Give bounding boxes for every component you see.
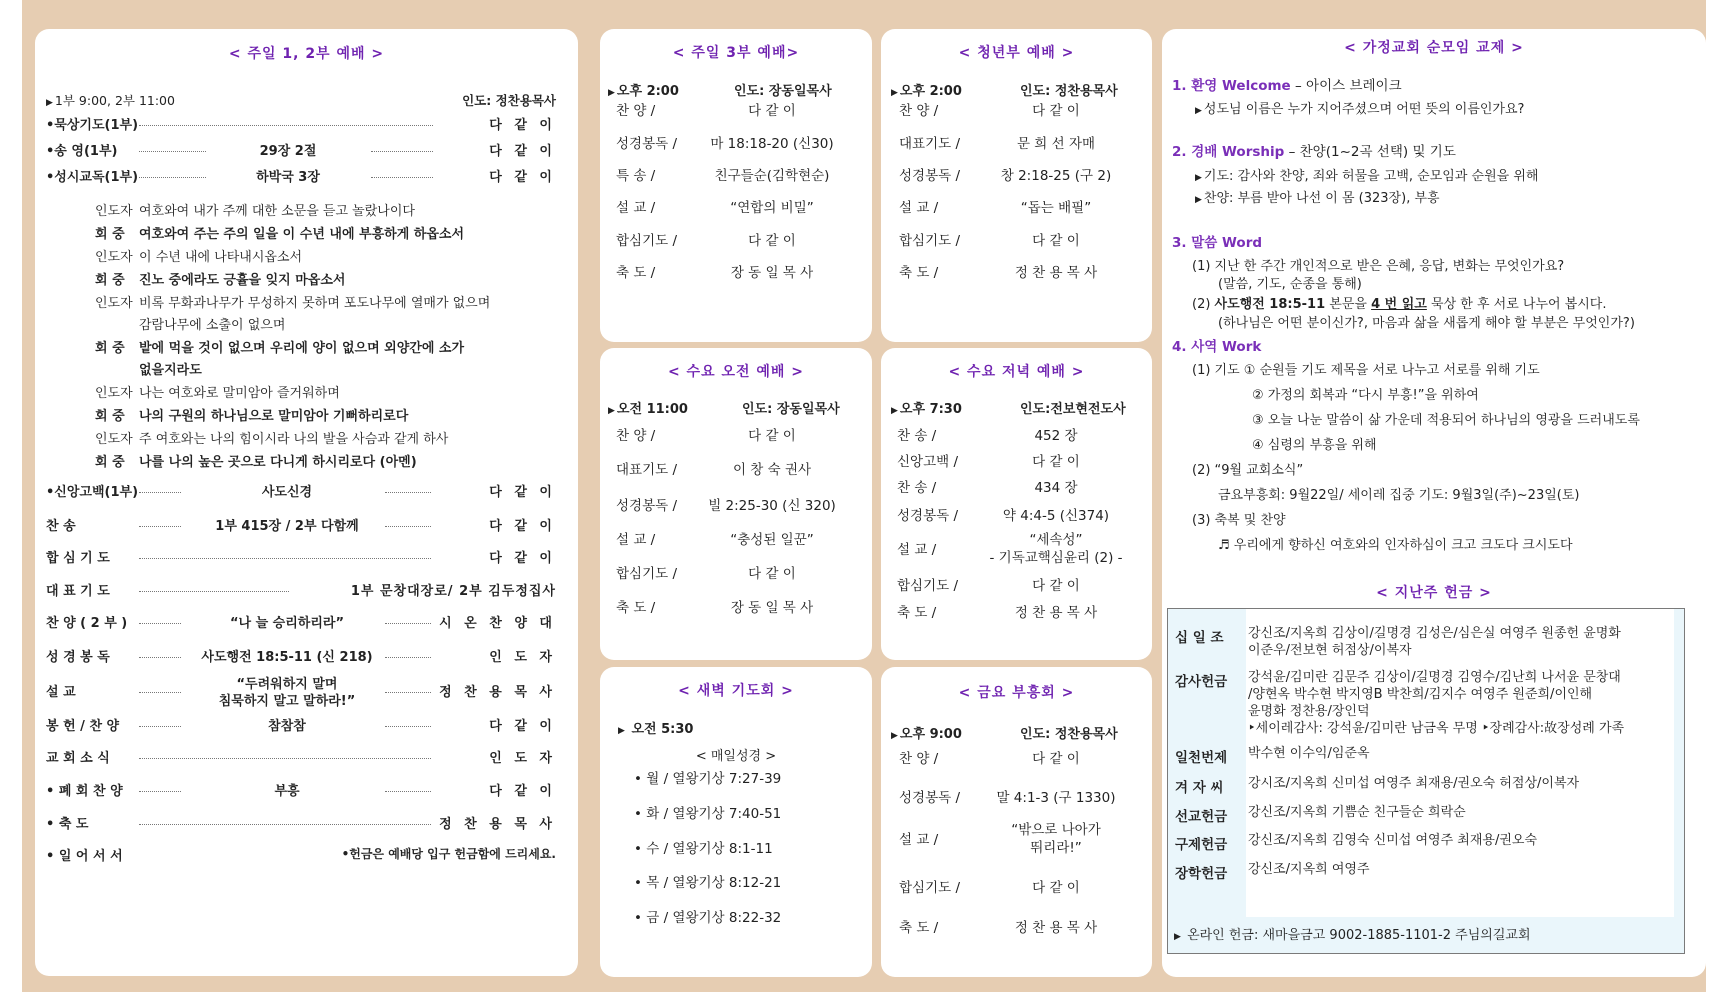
row-value: “밖으로 나아가	[1011, 822, 1101, 838]
section-word: 3. 말씀 Word	[1172, 235, 1263, 251]
dot-leader	[139, 657, 181, 658]
order-right: 정 찬 용 목 사	[439, 817, 556, 832]
row-label: 성경봉독 /	[899, 790, 961, 806]
row-value: 말 4:1-3 (구 1330)	[996, 790, 1116, 806]
row-label: 합심기도 /	[899, 880, 961, 896]
offering-label: 일천번제	[1175, 750, 1228, 766]
word-q2-note: (하나님은 어떤 분이신가?, 마음과 삶을 새롭게 해야 할 부분은 무엇인가?)	[1218, 316, 1635, 331]
order-right: 다 같 이	[489, 519, 556, 534]
dot-leader	[385, 526, 431, 527]
dot-leader	[139, 623, 181, 624]
panel-title: < 청년부 예배 >	[958, 45, 1075, 61]
row-label: 대표기도 /	[899, 136, 961, 152]
row-value: 장 동 일 목 사	[730, 600, 814, 616]
row-value: 434 장	[1034, 480, 1078, 496]
row-label: 찬 송 /	[897, 480, 937, 496]
worship-prayer: ▶ 기도: 감사와 찬양, 죄와 허물을 고백, 순모임과 순원을 위해	[1195, 169, 1539, 184]
order-label: 성 경 봉 독	[46, 650, 110, 665]
blessing-song: ♬ 우리에게 향하신 여호와의 인자하심이 크고 크도다 크시도다	[1218, 538, 1573, 553]
daily-reading-item: • 목 / 열왕기상 8:12-21	[634, 875, 782, 891]
dot-leader	[139, 758, 431, 759]
panel-sunday3	[600, 29, 872, 342]
reading-text: 비록 무화과나무가 무성하지 못하며 포도나무에 열매가 없으며	[139, 296, 491, 311]
row-label: 대표기도 /	[616, 462, 678, 478]
row-value: 정 찬 용 목 사	[1014, 265, 1098, 281]
row-label: 성경봉독 /	[899, 168, 961, 184]
work-prayer-4: ④ 심령의 부흥을 위해	[1252, 438, 1377, 453]
panel-wed-morning	[600, 348, 872, 660]
offering-names	[1248, 861, 1678, 878]
order-right: 시 온 찬 양 대	[439, 616, 556, 631]
order-right: 정 찬 용 목 사	[439, 685, 556, 700]
panel-title: < 금요 부흥회 >	[958, 685, 1075, 701]
offering-names	[1248, 669, 1678, 737]
row-label: 신앙고백 /	[897, 454, 959, 470]
dot-leader	[139, 177, 206, 178]
service-leader: 인도: 정찬용목사	[1020, 84, 1118, 99]
daily-reading-item: • 화 / 열왕기상 7:40-51	[634, 806, 782, 822]
row-value: 다 같 이	[1032, 751, 1080, 767]
panel-title: < 수요 오전 예배 >	[667, 364, 805, 380]
service-leader: 인도:전보현전도사	[1020, 402, 1126, 417]
order-right: 다 같 이	[489, 144, 556, 159]
row-label: 특 송 /	[616, 168, 656, 184]
service-time: ▶ 오후 9:00	[891, 727, 962, 742]
order-label: 찬 송	[46, 519, 76, 534]
row-value: 다 같 이	[1032, 103, 1080, 119]
church-news-heading: (2) “9월 교회소식”	[1192, 463, 1304, 478]
order-right: •헌금은 예배당 입구 헌금함에 드리세요.	[341, 847, 556, 861]
row-value: 장 동 일 목 사	[730, 265, 814, 281]
order-label: •신앙고백(1부)	[46, 485, 139, 500]
offering-label: 십 일 조	[1175, 630, 1224, 646]
row-label: 설 교 /	[899, 200, 939, 216]
panel-sunday-main	[35, 29, 578, 976]
row-label: 설 교 /	[616, 200, 656, 216]
order-label: 교 회 소 식	[46, 751, 110, 766]
order-label: • 축 도	[46, 817, 89, 832]
dot-leader	[139, 526, 181, 527]
row-value: 정 찬 용 목 사	[1014, 920, 1098, 936]
reading-speaker: 인도자	[95, 386, 133, 401]
row-label: 합심기도 /	[899, 233, 961, 249]
order-right: 다 같 이	[489, 118, 556, 133]
offering-label: 감사헌금	[1175, 674, 1228, 690]
section-worship: 2. 경배 Worship – 찬양(1~2곡 선택) 및 기도	[1172, 144, 1456, 160]
row-value-2: 뛰리라!”	[1030, 840, 1082, 856]
order-label: 대 표 기 도	[46, 584, 110, 599]
order-label: • 일 어 서 서	[46, 849, 123, 864]
row-label: 축 도 /	[899, 920, 939, 936]
row-label: 찬 송 /	[897, 428, 937, 444]
offering-names	[1248, 745, 1678, 762]
service-times: ▶ 1부 9:00, 2부 11:00	[46, 93, 175, 108]
offering-names-line: 박수현 이수익/임준옥	[1248, 746, 1370, 761]
order-label: •송 영(1부)	[46, 144, 118, 159]
daily-reading-item: • 월 / 열왕기상 7:27-39	[634, 771, 782, 787]
order-right: 다 같 이	[489, 784, 556, 799]
reading-text: 밭에 먹을 것이 없으며 우리에 양이 없으며 외양간에 소가	[139, 341, 465, 356]
row-value: 이 창 숙 권사	[732, 462, 812, 478]
offering-names-line: 윤명화 정찬용/장인덕	[1248, 704, 1370, 719]
order-center: 1부 415장 / 2부 다함께	[215, 519, 359, 534]
row-label: 성경봉독 /	[616, 498, 678, 514]
panel-friday-revival	[881, 667, 1152, 977]
order-center: 사도신경	[261, 485, 313, 500]
row-label: 찬 양 /	[899, 103, 939, 119]
dot-leader	[385, 692, 431, 693]
reading-speaker: 인도자	[95, 204, 133, 219]
daily-reading-item: • 금 / 열왕기상 8:22-32	[634, 910, 782, 926]
row-label: 설 교 /	[897, 542, 937, 558]
offering-label: 선교헌금	[1175, 809, 1228, 825]
row-value: 정 찬 용 목 사	[1014, 605, 1098, 621]
offering-names-line: 강신조/지옥희 김영숙 신미섭 여영주 최재용/권오숙	[1248, 833, 1538, 848]
row-label: 합심기도 /	[616, 566, 678, 582]
offering-names	[1248, 804, 1678, 821]
row-value: 다 같 이	[1032, 454, 1080, 470]
blessing-heading: (3) 축복 및 찬양	[1192, 513, 1286, 528]
row-label: 찬 양 /	[616, 103, 656, 119]
order-center: 참참참	[268, 719, 306, 734]
order-label: •성시교독(1부)	[46, 170, 139, 185]
reading-text: 진노 중에라도 긍휼을 잊지 마옵소서	[139, 273, 346, 288]
service-time: ▶ 오후 2:00	[608, 84, 679, 99]
order-label: 찬 양 ( 2 부 )	[46, 616, 128, 631]
row-label: 설 교 /	[616, 532, 656, 548]
order-label: 설 교	[46, 685, 76, 700]
row-value: 다 같 이	[748, 428, 796, 444]
dot-leader	[139, 151, 206, 152]
order-label: 합 심 기 도	[46, 551, 110, 566]
row-label: 찬 양 /	[616, 428, 656, 444]
church-news-text: 금요부흥회: 9월22일/ 세이레 집중 기도: 9월3일(주)~23일(토)	[1218, 488, 1580, 503]
row-value: “연합의 비밀”	[730, 200, 814, 216]
dot-leader	[139, 692, 181, 693]
word-q1: (1) 지난 한 주간 개인적으로 받은 은혜, 응답, 변화는 무엇인가요?	[1192, 259, 1565, 274]
dot-leader	[385, 726, 431, 727]
dot-leader	[371, 151, 433, 152]
dot-leader	[385, 791, 431, 792]
offering-names-line: 이준우/전보현 허점상/이복자	[1248, 643, 1412, 658]
reading-text: 주 여호와는 나의 힘이시라 나의 발을 사슴과 같게 하사	[139, 432, 449, 447]
row-value: 빌 2:25-30 (신 320)	[708, 498, 836, 514]
daily-bible-heading: < 매일성경 >	[695, 749, 777, 764]
offering-names-line: /양현옥 박수현 박지영B 박찬희/김지수 여영주 원준희/이인해	[1248, 687, 1593, 702]
offering-names-line: 강신조/지옥희 여영주	[1248, 862, 1370, 877]
offering-label: 장학헌금	[1175, 866, 1228, 882]
panel-wed-evening	[881, 348, 1152, 660]
online-offering: ▶ 온라인 헌금: 새마을금고 9002-1885-1101-2 주님의길교회	[1174, 928, 1531, 943]
section-work: 4. 사역 Work	[1172, 339, 1262, 355]
order-right: 다 같 이	[489, 551, 556, 566]
reading-text: 나는 여호와로 말미암아 즐거워하며	[139, 386, 340, 401]
offering-names-line: 강석윤/김미란 김문주 김상이/길명경 김영수/김난희 나서윤 문창대	[1248, 670, 1621, 685]
row-value: 다 같 이	[1032, 578, 1080, 594]
reading-text: 여호와여 내가 주께 대한 소문을 듣고 놀랐나이다	[139, 204, 415, 219]
order-center: 하박국 3장	[256, 170, 320, 185]
dot-leader	[385, 492, 431, 493]
order-center: 29장 2절	[259, 144, 317, 159]
row-value: “돕는 배필”	[1020, 200, 1092, 216]
reading-text: 이 수년 내에 나타내시옵소서	[139, 250, 303, 265]
dot-leader	[139, 125, 433, 126]
dot-leader	[139, 492, 181, 493]
service-time: ▶ 오후 2:00	[891, 84, 962, 99]
service-leader: 인도: 장동일목사	[742, 402, 840, 417]
row-value: “충성된 일꾼”	[730, 532, 814, 548]
row-value: 다 같 이	[748, 233, 796, 249]
service-time: ▶ 오후 7:30	[891, 402, 962, 417]
order-label: • 폐 회 찬 양	[46, 784, 123, 799]
welcome-question: ▶ 성도님 이름은 누가 지어주셨으며 어떤 뜻의 이름인가요?	[1195, 102, 1525, 117]
reading-speaker: 회 중	[95, 227, 125, 242]
work-prayer-2: ② 가정의 회복과 “다시 부흥!”을 위하여	[1252, 388, 1479, 403]
panel-title: < 수요 저녁 예배 >	[948, 364, 1085, 380]
panel-title: < 가정교회 순모임 교제 >	[1344, 40, 1524, 56]
order-right: 다 같 이	[489, 719, 556, 734]
panel-title: < 주일 1, 2부 예배 >	[228, 46, 385, 62]
row-label: 합심기도 /	[616, 233, 678, 249]
dot-leader	[139, 791, 181, 792]
order-right: 인 도 자	[489, 650, 556, 665]
dot-leader	[139, 591, 289, 592]
word-q2: (2) 사도행전 18:5-11 본문을 4 번 읽고 묵상 한 후 서로 나누어 봅시다.	[1192, 297, 1607, 312]
row-value: 창 2:18-25 (구 2)	[1000, 168, 1112, 184]
row-label: 성경봉독 /	[897, 508, 959, 524]
panel-title: < 주일 3부 예배>	[672, 45, 800, 61]
panel-dawn-prayer	[600, 667, 872, 977]
daily-reading-item: • 수 / 열왕기상 8:1-11	[634, 841, 773, 857]
dot-leader	[139, 824, 431, 825]
work-prayer-3: ③ 오늘 나눈 말씀이 삶 가운데 적용되어 하나님의 영광을 드러내도록	[1252, 413, 1640, 428]
row-label: 찬 양 /	[899, 751, 939, 767]
reading-speaker: 인도자	[95, 432, 133, 447]
row-value: 친구들순(김학현순)	[714, 168, 830, 184]
offering-table	[1167, 608, 1685, 954]
order-right: 인 도 자	[489, 751, 556, 766]
row-label: 축 도 /	[616, 600, 656, 616]
offering-names-line: 강신조/지옥희 김상이/길명경 김성은/심은실 여영주 원종헌 윤명화	[1248, 626, 1621, 641]
offering-names	[1248, 832, 1678, 849]
row-label: 성경봉독 /	[616, 136, 678, 152]
service-leader: 인도: 정찬용목사	[462, 93, 556, 108]
reading-speaker: 인도자	[95, 296, 133, 311]
row-label: 축 도 /	[897, 605, 937, 621]
dot-leader	[385, 657, 431, 658]
order-center: “두려워하지 말며	[236, 677, 338, 692]
order-center: 사도행전 18:5-11 (신 218)	[201, 650, 373, 665]
offering-label: 구제헌금	[1175, 837, 1228, 853]
service-leader: 인도: 정찬용목사	[1020, 727, 1118, 742]
reading-speaker: 인도자	[95, 250, 133, 265]
section-welcome: 1. 환영 Welcome – 아이스 브레이크	[1172, 78, 1402, 94]
row-value: “세속성”	[1029, 532, 1083, 548]
offering-names-line: ‣세이레감사: 강석윤/김미란 남금옥 무명 ‣장례감사:故장성례 가족	[1248, 721, 1625, 736]
row-value: 다 같 이	[748, 103, 796, 119]
row-value: 문 희 선 자매	[1016, 136, 1096, 152]
order-right: 다 같 이	[489, 170, 556, 185]
offering-names-line: 강신조/지옥희 기쁨순 친구들순 희락순	[1248, 805, 1466, 820]
reading-text-cont: 감람나무에 소출이 없으며	[139, 318, 286, 333]
row-label: 합심기도 /	[897, 578, 959, 594]
panel-youth	[881, 29, 1152, 342]
row-label: 축 도 /	[616, 265, 656, 281]
row-value: 다 같 이	[1032, 880, 1080, 896]
reading-text: 여호와여 주는 주의 일을 이 수년 내에 부흥하게 하옵소서	[139, 227, 465, 242]
dot-leader	[139, 726, 181, 727]
row-label: 설 교 /	[899, 832, 939, 848]
offering-label: 겨 자 씨	[1175, 780, 1224, 796]
offering-names-line: 강시조/지옥희 신미섭 여영주 최재용/권오숙 허점상/이복자	[1248, 776, 1580, 791]
service-time: ▶ 오전 11:00	[608, 402, 688, 417]
offering-names	[1248, 775, 1678, 792]
order-label: 봉 헌 / 찬 양	[46, 719, 120, 734]
work-prayer-1: (1) 기도 ① 순원들 기도 제목을 서로 나누고 서로를 위해 기도	[1192, 363, 1540, 378]
reading-speaker: 회 중	[95, 409, 125, 424]
reading-speaker: 회 중	[95, 273, 125, 288]
offering-title: < 지난주 헌금 >	[1376, 585, 1492, 601]
row-value: 다 같 이	[748, 566, 796, 582]
reading-speaker: 회 중	[95, 341, 125, 356]
word-q1-note: (말씀, 기도, 순종을 통해)	[1218, 277, 1362, 292]
worship-song: ▶ 찬양: 부름 받아 나선 이 몸 (323장), 부흥	[1195, 191, 1440, 206]
panel-title: < 새벽 기도회 >	[678, 683, 794, 699]
order-right: 1부 문창대장로/ 2부 김두정집사	[350, 584, 556, 599]
reading-text: 나의 구원의 하나님으로 말미암아 기뻐하리로다	[139, 409, 409, 424]
order-right: 다 같 이	[489, 485, 556, 500]
reading-text: 나를 나의 높은 곳으로 다니게 하시리로다 (아멘)	[139, 455, 417, 470]
order-center-2: 침묵하지 말고 말하라!”	[218, 694, 356, 709]
row-value: 452 장	[1034, 428, 1078, 444]
order-center: 부흥	[274, 784, 300, 799]
row-value-2: - 기독교핵심윤리 (2) -	[989, 550, 1123, 566]
dot-leader	[139, 558, 431, 559]
order-label: •묵상기도(1부)	[46, 118, 139, 133]
reading-speaker: 회 중	[95, 455, 125, 470]
service-leader: 인도: 장동일목사	[734, 84, 832, 99]
dot-leader	[371, 177, 433, 178]
service-time: ▶ 오전 5:30	[618, 722, 694, 737]
row-value: 약 4:4-5 (신374)	[1002, 508, 1110, 524]
offering-names	[1248, 625, 1678, 659]
row-value: 다 같 이	[1032, 233, 1080, 249]
row-label: 축 도 /	[899, 265, 939, 281]
reading-text-cont: 없을지라도	[139, 363, 202, 378]
dot-leader	[385, 623, 431, 624]
order-center: “나 늘 승리하리라”	[229, 616, 345, 631]
row-value: 마 18:18-20 (신30)	[710, 136, 834, 152]
